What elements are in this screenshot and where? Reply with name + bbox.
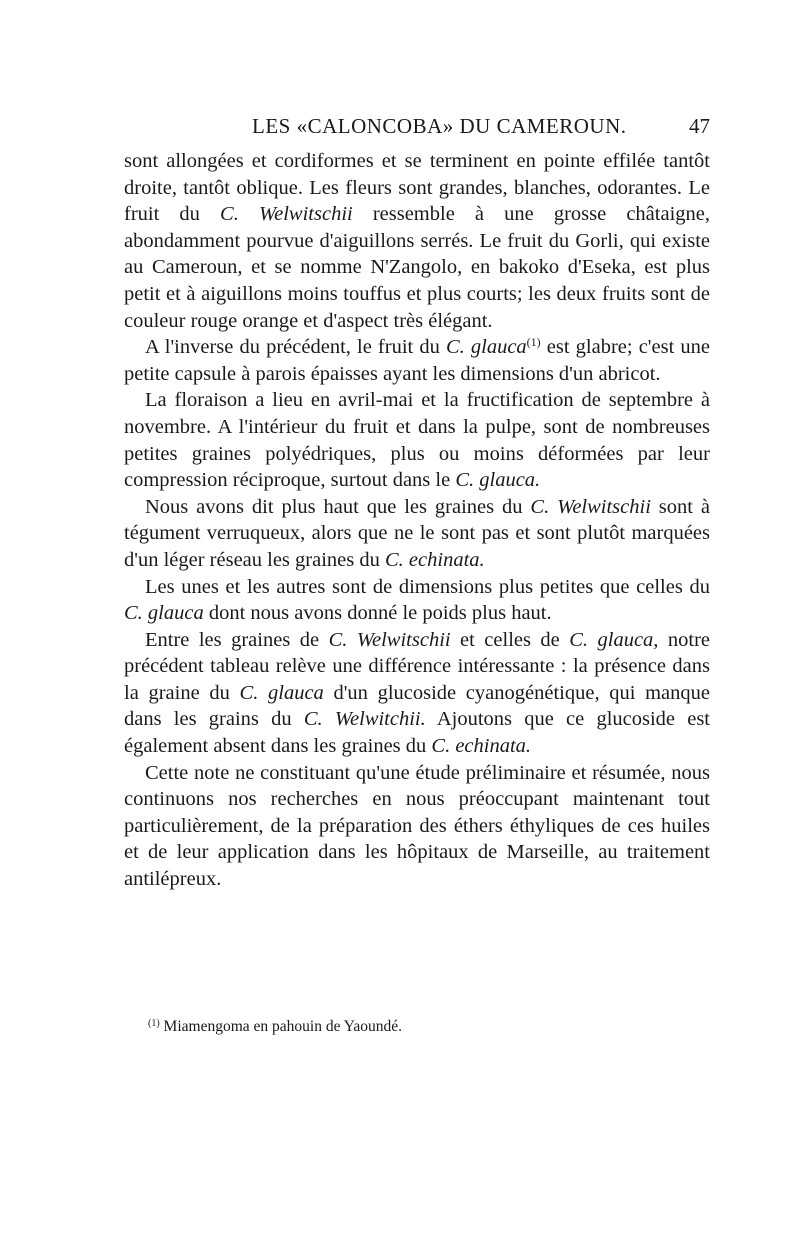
text-run: Nous avons dit plus haut que les graines du [145,495,531,518]
species-name: C. echinata. [431,735,532,758]
species-name: C. Welwitschii [328,628,451,651]
text-run: sont allongées et cordiformes et se terminent en pointe effilée tantôt droite, tantôt oblique. Les fleurs sont grandes, blanches, odorantes. Le fruit du [124,150,710,226]
text-run: notre précédent tableau relève une différence intéressante : la présence dans la graine du [124,628,711,704]
paragraph [124,760,710,893]
species-name: C. glauca. [455,469,541,492]
main-text [124,148,710,893]
footnote-reference: (1) [526,335,541,350]
species-name: C. glauca, [569,628,659,651]
running-header [200,114,710,146]
footnote [148,1018,708,1036]
text-run: est glabre; c'est une petite capsule à parois épaisses ayant les dimensions d'un abricot. [124,336,710,385]
text-run: La floraison a lieu en avril-mai et la fructification de septembre à novembre. A l'intérieur du fruit et dans la pulpe, sont de nombreuses petites graines polyédriques, plus ou moins déformées par leur compression réciproque, surtout dans le [124,389,710,492]
species-name: C. glauca [239,681,324,704]
species-name: C. glauca [124,602,204,625]
text-run: Ajoutons que ce glucoside est également absent dans les graines du [124,708,710,758]
text-run: A l'inverse du précédent, le fruit du [145,336,446,359]
paragraph [124,387,710,493]
paragraph [124,627,710,760]
text-run: d'un glucoside cyanogénétique, qui manque dans les grains du [124,681,710,731]
species-name: C. Welwitschii [220,203,353,226]
species-name: C. glauca [445,336,527,359]
paragraph [124,574,710,627]
text-run: Les unes et les autres sont de dimensions plus petites que celles du [145,575,710,598]
paragraph [124,334,710,387]
text-run: ressemble à une grosse châtaigne, abondamment pourvue d'aiguillons serrés. Le fruit du Gorli, qui existe au Cameroun, et se nomme N'Zangolo, en bakoko d'Eseka, est plus petit et à aiguillons moins touffus et plus courts; les deux fruits sont de couleur rouge orange et d'aspect très élégant. [124,203,710,332]
text-run: Entre les graines de [145,628,329,651]
text-run: et celles de [450,628,570,651]
footnote-text: Miamengoma en pahouin de Yaoundé. [159,1018,403,1035]
text-run: dont nous avons donné le poids plus haut. [203,602,552,625]
paragraph [124,494,710,574]
footnote-mark: (1) [148,1018,160,1029]
text-run: Cette note ne constituant qu'une étude préliminaire et résumée, nous continuons nos recherches en nous préoccupant maintenant tout particulièrement, de la préparation des éthers éthyliques de ces huiles et de leur application dans les hôpitaux de Marseille, au traitement antilépreux. [124,761,710,891]
text-run: sont à tégument verruqueux, alors que ne le sont pas et sont plutôt marquées d'un léger réseau les graines du [124,495,710,571]
page-number: 47 [689,114,710,138]
species-name: C. Welwitschii [530,495,651,518]
species-name: C. Welwitchii. [303,708,426,731]
paragraph [124,148,710,334]
running-title: LES «CALONCOBA» DU CAMEROUN. [252,114,627,138]
species-name: C. echinata. [385,548,485,571]
